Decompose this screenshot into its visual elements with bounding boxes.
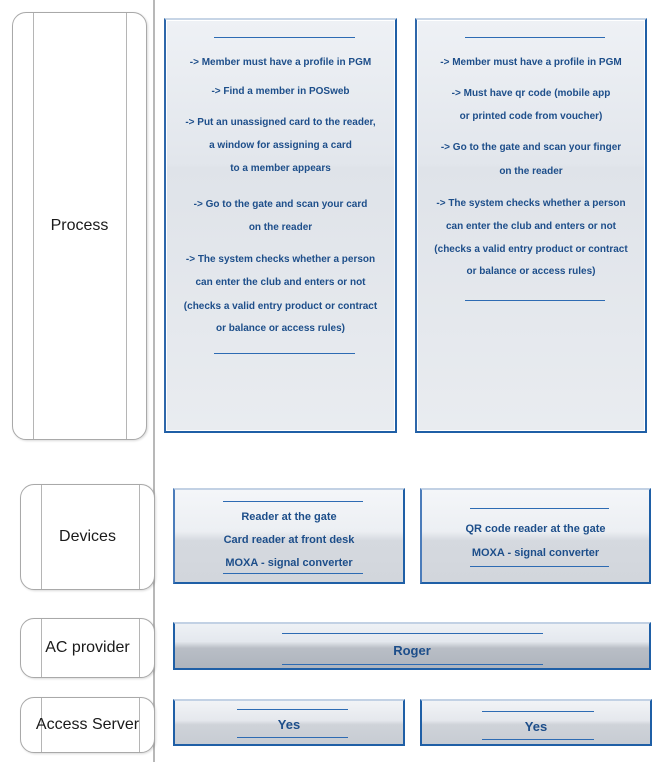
- process-step: -> Go to the gate and scan your finger: [440, 142, 622, 153]
- process-step: or printed code from voucher): [459, 111, 603, 122]
- process-step: -> The system checks whether a person: [185, 254, 376, 265]
- process-step: to a member appears: [230, 163, 331, 174]
- panel-divider: [214, 353, 355, 354]
- panel-divider: [465, 37, 605, 38]
- device-item: Reader at the gate: [241, 511, 337, 523]
- process-panel-qr: [415, 18, 647, 433]
- device-divider: [470, 566, 609, 567]
- row-label-devices: [20, 484, 155, 590]
- device-item: Card reader at front desk: [223, 534, 355, 546]
- device-item: MOXA - signal converter: [471, 547, 600, 559]
- ac-provider-box: [173, 622, 651, 670]
- device-item: QR code reader at the gate: [465, 523, 606, 535]
- row-label-process: [12, 12, 147, 440]
- device-divider: [223, 501, 363, 502]
- process-step: a window for assigning a card: [209, 140, 352, 151]
- row-label-process-text: Process: [50, 217, 109, 234]
- process-step: or balance or access rules): [216, 323, 345, 334]
- process-step: can enter the club and enters or not: [195, 277, 366, 288]
- device-item: MOXA - signal converter: [225, 557, 353, 569]
- access-server-value: Yes: [277, 717, 301, 732]
- process-step: -> Must have qr code (mobile app: [451, 88, 611, 99]
- process-step: (checks a valid entry product or contract: [183, 301, 378, 312]
- access-divider: [482, 739, 594, 740]
- access-divider: [237, 737, 348, 738]
- row-label-ac-provider-text: AC provider: [45, 639, 130, 656]
- devices-box-card: [173, 488, 405, 584]
- row-label-access-server-text: Access Server: [35, 716, 140, 733]
- ac-divider: [282, 633, 543, 634]
- process-step: on the reader: [248, 222, 313, 233]
- access-server-value: Yes: [524, 719, 548, 734]
- access-server-box-right: [420, 699, 652, 746]
- process-step: can enter the club and enters or not: [445, 221, 617, 232]
- process-panel-card: [164, 18, 397, 433]
- process-step: -> Put an unassigned card to the reader,: [185, 117, 376, 128]
- device-divider: [223, 573, 363, 574]
- row-label-access-server: [20, 697, 155, 753]
- process-step: -> Member must have a profile in PGM: [189, 57, 372, 68]
- access-divider: [482, 711, 594, 712]
- access-server-box-left: [173, 699, 405, 746]
- devices-box-qr: [420, 488, 651, 584]
- process-step: or balance or access rules): [466, 266, 596, 277]
- device-divider: [470, 508, 609, 509]
- process-step: -> The system checks whether a person: [436, 198, 626, 209]
- ac-provider-value: Roger: [393, 643, 431, 658]
- ac-divider: [282, 664, 543, 665]
- process-step: -> Member must have a profile in PGM: [440, 57, 622, 68]
- panel-divider: [465, 300, 605, 301]
- process-step: -> Find a member in POSweb: [211, 86, 350, 97]
- process-step: (checks a valid entry product or contract: [434, 244, 628, 255]
- access-divider: [237, 709, 348, 710]
- row-label-ac-provider: [20, 618, 155, 678]
- row-label-devices-text: Devices: [59, 528, 116, 545]
- process-step: on the reader: [499, 166, 563, 177]
- process-step: -> Go to the gate and scan your card: [193, 199, 368, 210]
- panel-divider: [214, 37, 355, 38]
